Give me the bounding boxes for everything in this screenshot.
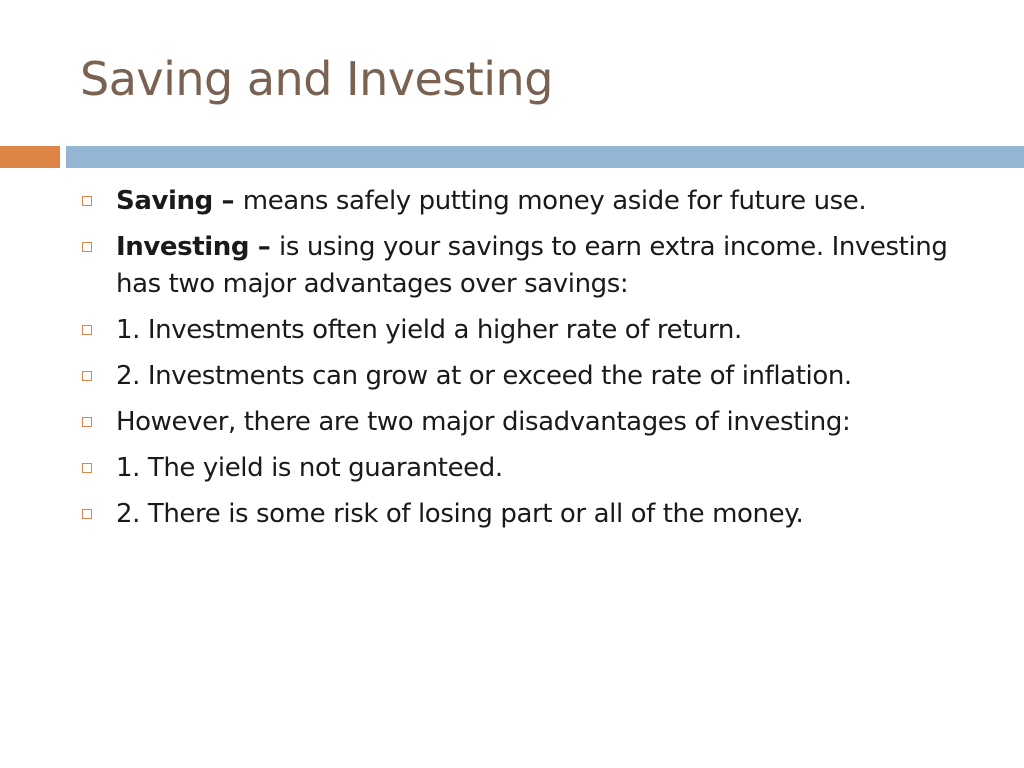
hollow-square-icon: [82, 196, 92, 206]
bullet-list: [80, 183, 960, 542]
bullet-item: [80, 183, 960, 220]
title-divider-blue: [66, 146, 1024, 168]
bullet-text: 2. There is some risk of losing part or all of the money.: [116, 499, 804, 529]
bullet-term: Saving: [116, 186, 213, 216]
title-divider-orange: [0, 146, 60, 168]
bullet-item: [80, 312, 960, 349]
bullet-dash: –: [249, 232, 280, 262]
bullet-item: [80, 404, 960, 441]
slide-title: Saving and Investing: [80, 52, 553, 106]
hollow-square-icon: [82, 463, 92, 473]
bullet-item: [80, 358, 960, 395]
bullet-item: [80, 229, 960, 303]
hollow-square-icon: [82, 371, 92, 381]
bullet-text: 2. Investments can grow at or exceed the rate of inflation.: [116, 361, 852, 391]
bullet-text: 1. Investments often yield a higher rate of return.: [116, 315, 742, 345]
bullet-term: Investing: [116, 232, 250, 262]
bullet-text: means safely putting money aside for future use.: [242, 186, 867, 216]
bullet-text: 1. The yield is not guaranteed.: [116, 453, 503, 483]
hollow-square-icon: [82, 325, 92, 335]
bullet-text: However, there are two major disadvantages of investing:: [116, 407, 851, 437]
hollow-square-icon: [82, 417, 92, 427]
hollow-square-icon: [82, 509, 92, 519]
bullet-dash: –: [212, 186, 243, 216]
bullet-item: [80, 450, 960, 487]
hollow-square-icon: [82, 242, 92, 252]
bullet-item: [80, 496, 960, 533]
bullet-text: is using your savings to earn extra income. Investing has two major advantages over savings:: [116, 232, 948, 299]
